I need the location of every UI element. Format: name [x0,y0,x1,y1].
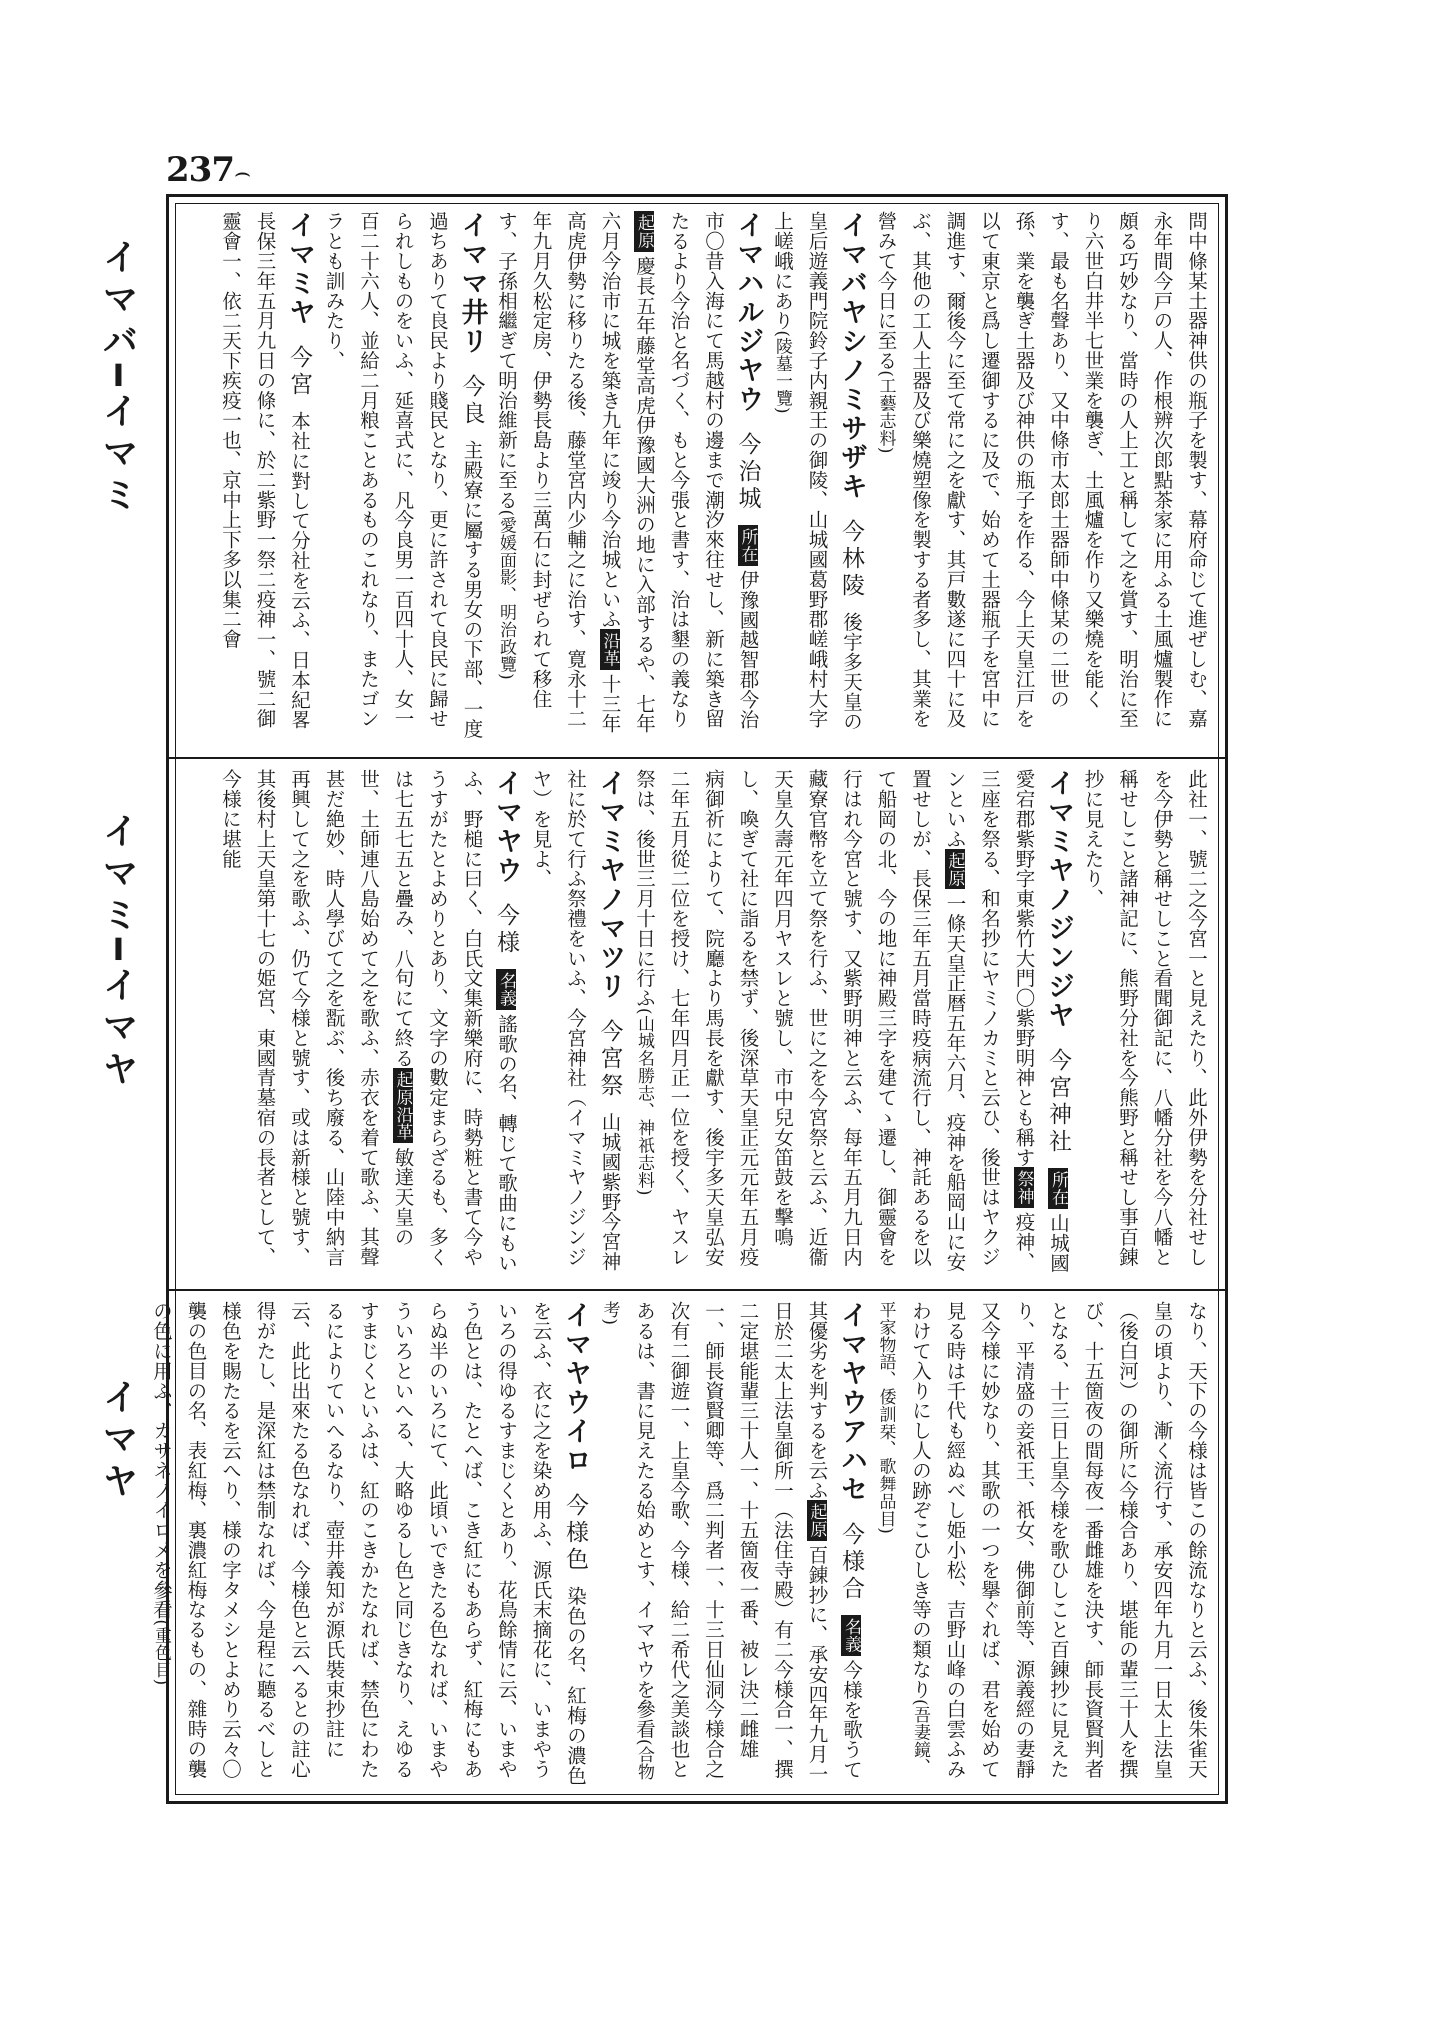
category-tag: 起原 [945,849,965,890]
entry-body: 問中條某土器神供の瓶子を製す、幕府命じて進ぜしむ、嘉永年間今戸の人、作根辨次郎點茶家に用ふる土風爐製作に頗る巧妙なり、當時の人上工と稱して之を賞す、明治に至り六世白井半七世業を襲ぎ、土風爐を作り又樂燒を能くす、最も名聲あり、又中條市太郎土器師中條某の二世の孫、業を襲ぎ土器及び神供の瓶子を作る、今上天皇江戸を以て東京と爲し遷御するに及で、始めて土器瓶子を宮中に調進す、爾後今に至て常に之を獻す、其戸數遂に四十に及ぶ、其他の工人土器及び樂燒塑像を製する者多し、其業を營みて今日に至る [874,211,1208,729]
entry-body: 今様を歌うて其優劣を判するを云ふ [805,1301,863,1780]
category-tag: 所在 [1048,1168,1068,1209]
entry-source-note: (陵墓一覽) [772,330,792,415]
section-divider-2 [169,1289,1225,1291]
dictionary-entry [213,211,317,747]
entry-body: 主殿寮に屬する男女の下部、一度過ちありて良民より賤民となり、更に許されて良民に歸せられしものをいふ、延喜式に、凡今良男一百四十人、女一百二十六人、並給二月粮ことあるものこれなり、またゴンラとも訓みたり、 [322,211,484,739]
category-tag: 起原 [807,1500,827,1541]
entry-kanji: 今様 [493,903,519,957]
category-tag: 所在 [738,525,758,566]
entry-body: 一條天皇正暦五年六月、疫神を船岡山に安置せしが、長保三年五月當時疫病流行し、神託あるを以て船岡の北、今の地に神殿三字を建てゝ遷し、御靈會を行はれ今宮と號す、又紫野明神と云ふ、每年五月九日内藏寮官幣を立て祭を行ふ、世に之を今宮祭と云ふ、近衞天皇久壽元年四月ヤスレと號し、市中兒女笛鼓を擊鳴し、喚ぎて社に詣るを禁ず、後深草天皇正元元年五月疫病御祈によりて、院廳より馬長を獻す、後宇多天皇弘安二年五月從二位を授け、七年四月正一位を授く、ヤスレ祭は、後世三月十日に行ふ [633,769,967,1272]
section-middle [181,769,1213,1279]
entry-headword: イママ井リ [456,211,488,356]
entry-body: 後宇多天皇の皇后遊義門院鈴子内親王の御陵、山城國葛野郡嵯峨村大字上嵯峨にあり [771,211,863,732]
running-head-2: イマミ━イマヤ [97,812,138,1092]
category-tag: 沿革 [600,629,620,670]
category-tag: 祭神 [1014,1167,1034,1208]
page-number [166,150,250,190]
dictionary-entry [213,769,524,1279]
dictionary-entry [316,211,489,747]
entry-headword: イマヤウアハセ [836,1301,867,1504]
section-top [181,211,1213,747]
entry-headword: イマバヤシノミサザキ [836,211,867,501]
print-mark: ⌢ [233,158,251,188]
entry-kanji: 今宮神社 [1045,1048,1071,1156]
entry-kanji: 今宮祭 [596,1019,623,1100]
entry-body: 山城國紫野今宮神社に於て行ふ祭禮をいふ、今宮神社（イマミヤノジンジヤ）を見よ、 [529,769,622,1272]
entry-source-note: (合物考) [599,1301,654,1781]
dictionary-entry [592,1301,868,1791]
entry-body: 此社一、號二之今宮一と見えたり、此外伊勢を分社せしを今伊勢と稱せしこと看聞御記に、八幡分社を今八幡と稱せしこと諸神記に、熊野分社を今熊野と稱せし事百錬抄に見えたり、 [1081,769,1208,1267]
section-bottom [150,1301,1213,1791]
entry-kanji: 今様合 [838,1522,864,1603]
entry-kanji: 今様色 [562,1493,588,1574]
text-frame [150,194,1228,1804]
entry-source-note: (山城名勝志、神祇志料) [634,1007,654,1196]
category-tag: 名義 [496,969,516,1010]
category-tag: 名義 [841,1615,861,1656]
entry-body: 疫神、三座を祭る、和名抄にヤミノカミと云ひ、後世はヤクジンといふ [943,769,1036,1272]
entry-headword: イマヤウ [491,769,522,885]
dictionary-entry [523,769,627,1279]
entry-body: 慶長五年藤堂高虎伊豫國大洲の地に入部するや、七年六月今治市に城を築き九年に竣り今治城といふ [598,211,656,734]
section-text [181,211,1213,747]
section-text [150,1301,1213,1791]
entry-kanji: 今良 [458,374,485,428]
entry-body: 山城國愛宕郡紫野字東紫竹大門〇紫野明神とも稱す [1012,769,1070,1273]
section-text [181,769,1213,1279]
entry-source-note: (吾妻鏡、平家物語、倭訓栞、歌舞品目) [875,1301,930,1776]
running-head-1: イマバ━イマミ [97,238,138,518]
entry-headword: イマヤウイロ [560,1301,591,1475]
entry-kanji: 今治城 [734,432,761,513]
continued-text [868,1301,1213,1791]
entry-headword: イマミヤノマツリ [594,769,626,1001]
entry-body: 百錬抄に、承安四年九月一日於二太上法皇御所一（法住寺殿）有二今様合一、撰二定堪能輩三十人一、十五箇夜一番、被レ決二雌雄一、師長資賢卿等、爲二判者一、十三日仙洞今様合之次有二御遊一、上皇今歌、今様、給二希代之美談也とあるは、書に見えたる始めとす、イマヤウを參看 [633,1301,829,1784]
continued-text [1075,769,1213,1279]
entry-headword: イマハルジヤウ [732,211,764,414]
entry-kanji: 今林陵 [838,519,864,600]
section-divider-1 [169,757,1225,759]
dictionary-entry [144,1301,593,1791]
entry-source-note: (愛媛面影、明治政覽) [496,509,516,681]
entry-body: 染色の名、紅梅の濃色を云ふ、衣に之を染め用ふ、源氏末摘花に、いまやういろの得ゆるすまじくとあり、花鳥餘情に云、いまやう色とは、たとへば、こき紅にもあらず、紅梅にもあらぬ半のいろにて、此頃いできたる色なれば、いまやういろといへる、大略ゆるし色と同じきなり、えゆるすまじくといふは、紅のこきかたなれば、禁色にわたるによりていへるなり、壺井義知が源氏裝束抄註に云、此比出來たる色なれば、今様色と云へるとの註心得がたし、是深紅は禁制なれば、今是程に聽るべしと様色を賜たるを云へり、様の字タメシとよめり云々〇襲の色目の名、表紅梅、裏濃紅梅なるもの、雜時の襲の色に用ふ、カサネノイロメを參看 [150,1301,587,1785]
entry-source-note: (工藝志料) [875,370,896,454]
entry-headword: イマミヤ [284,211,315,327]
entry-body: 伊豫國越智郡今治市〇昔入海にて馬越村の邊まで潮汐來往せし、新に築き留たるより今治と名づく、もと今張と書す、治は墾の義なり [667,211,760,730]
dictionary-entry [627,769,1076,1279]
entry-body: 本社に對して分社を云ふ、日本紀畧長保三年五月九日の條に、於二紫野一祭二疫神一、號二御靈會一、依二天下疾疫一也、京中上下多以集二會 [219,211,311,730]
running-head-3: イマヤ [97,1378,138,1504]
entry-body: なり、天下の今様は皆この餘流なりと云ふ、後朱雀天皇の頃より、漸く流行す、承安四年九月一日太上法皇（後白河）の御所に今様合あり、堪能の輩三十人を撰び、十五箇夜の間每夜一番雌雄を決す、師長資賢判者となる、十三日上皇今様を歌ひしこと百錬抄に見えたり、平清盛の妾祇王、祇女、佛御前等、源義經の妻靜又今様に妙なり、其歌の一つを擧ぐれば、君を始めて見る時は千代も經ぬべし姫小松、吉野山峰の白雲ふみわけて入りにし人の跡ぞこひしき等の類なり [909,1301,1208,1779]
dictionary-entry [765,211,869,747]
category-tag: 起原沿革 [393,1068,413,1144]
page-number-value: 237 [166,150,234,190]
category-tag: 起原 [634,211,654,252]
entry-source-note: (重色目) [151,1619,171,1686]
dictionary-entry [489,211,765,747]
entry-kanji: 今宮 [286,345,312,399]
entry-body: 謠歌の名、轉じて歌曲にもいふ、野槌に曰く、白氏文集新樂府に、時勢粧と書て今やうすがたとよめりとあり、文字の數定まらざるも、多くは七五七五と疊み、八句にて終る [391,769,518,1273]
entry-body: 十三年高虎伊勢に移りたる後、藤堂宮内少輔之に治す、寛永十二年九月久松定房、伊勢長島より三萬石に封ぜられて移住す、子孫相繼ぎて明治維新に至る [495,211,622,734]
entry-headword: イマミヤノジンジヤ [1043,769,1074,1030]
continued-text [868,211,1213,747]
entry-body: 敏達天皇の世、土師連八島始めて之を歌ふ、赤衣を着て歌ふ、其聲甚だ絶妙、時人學びて之を翫ぶ、後ち廢る、山陸中納言再興して之を歌ふ、仍て今様と號す、或は新様と號す、其後村上天皇第十七の姫宮、東國青墓宿の長者として、今様に堪能 [219,769,415,1267]
